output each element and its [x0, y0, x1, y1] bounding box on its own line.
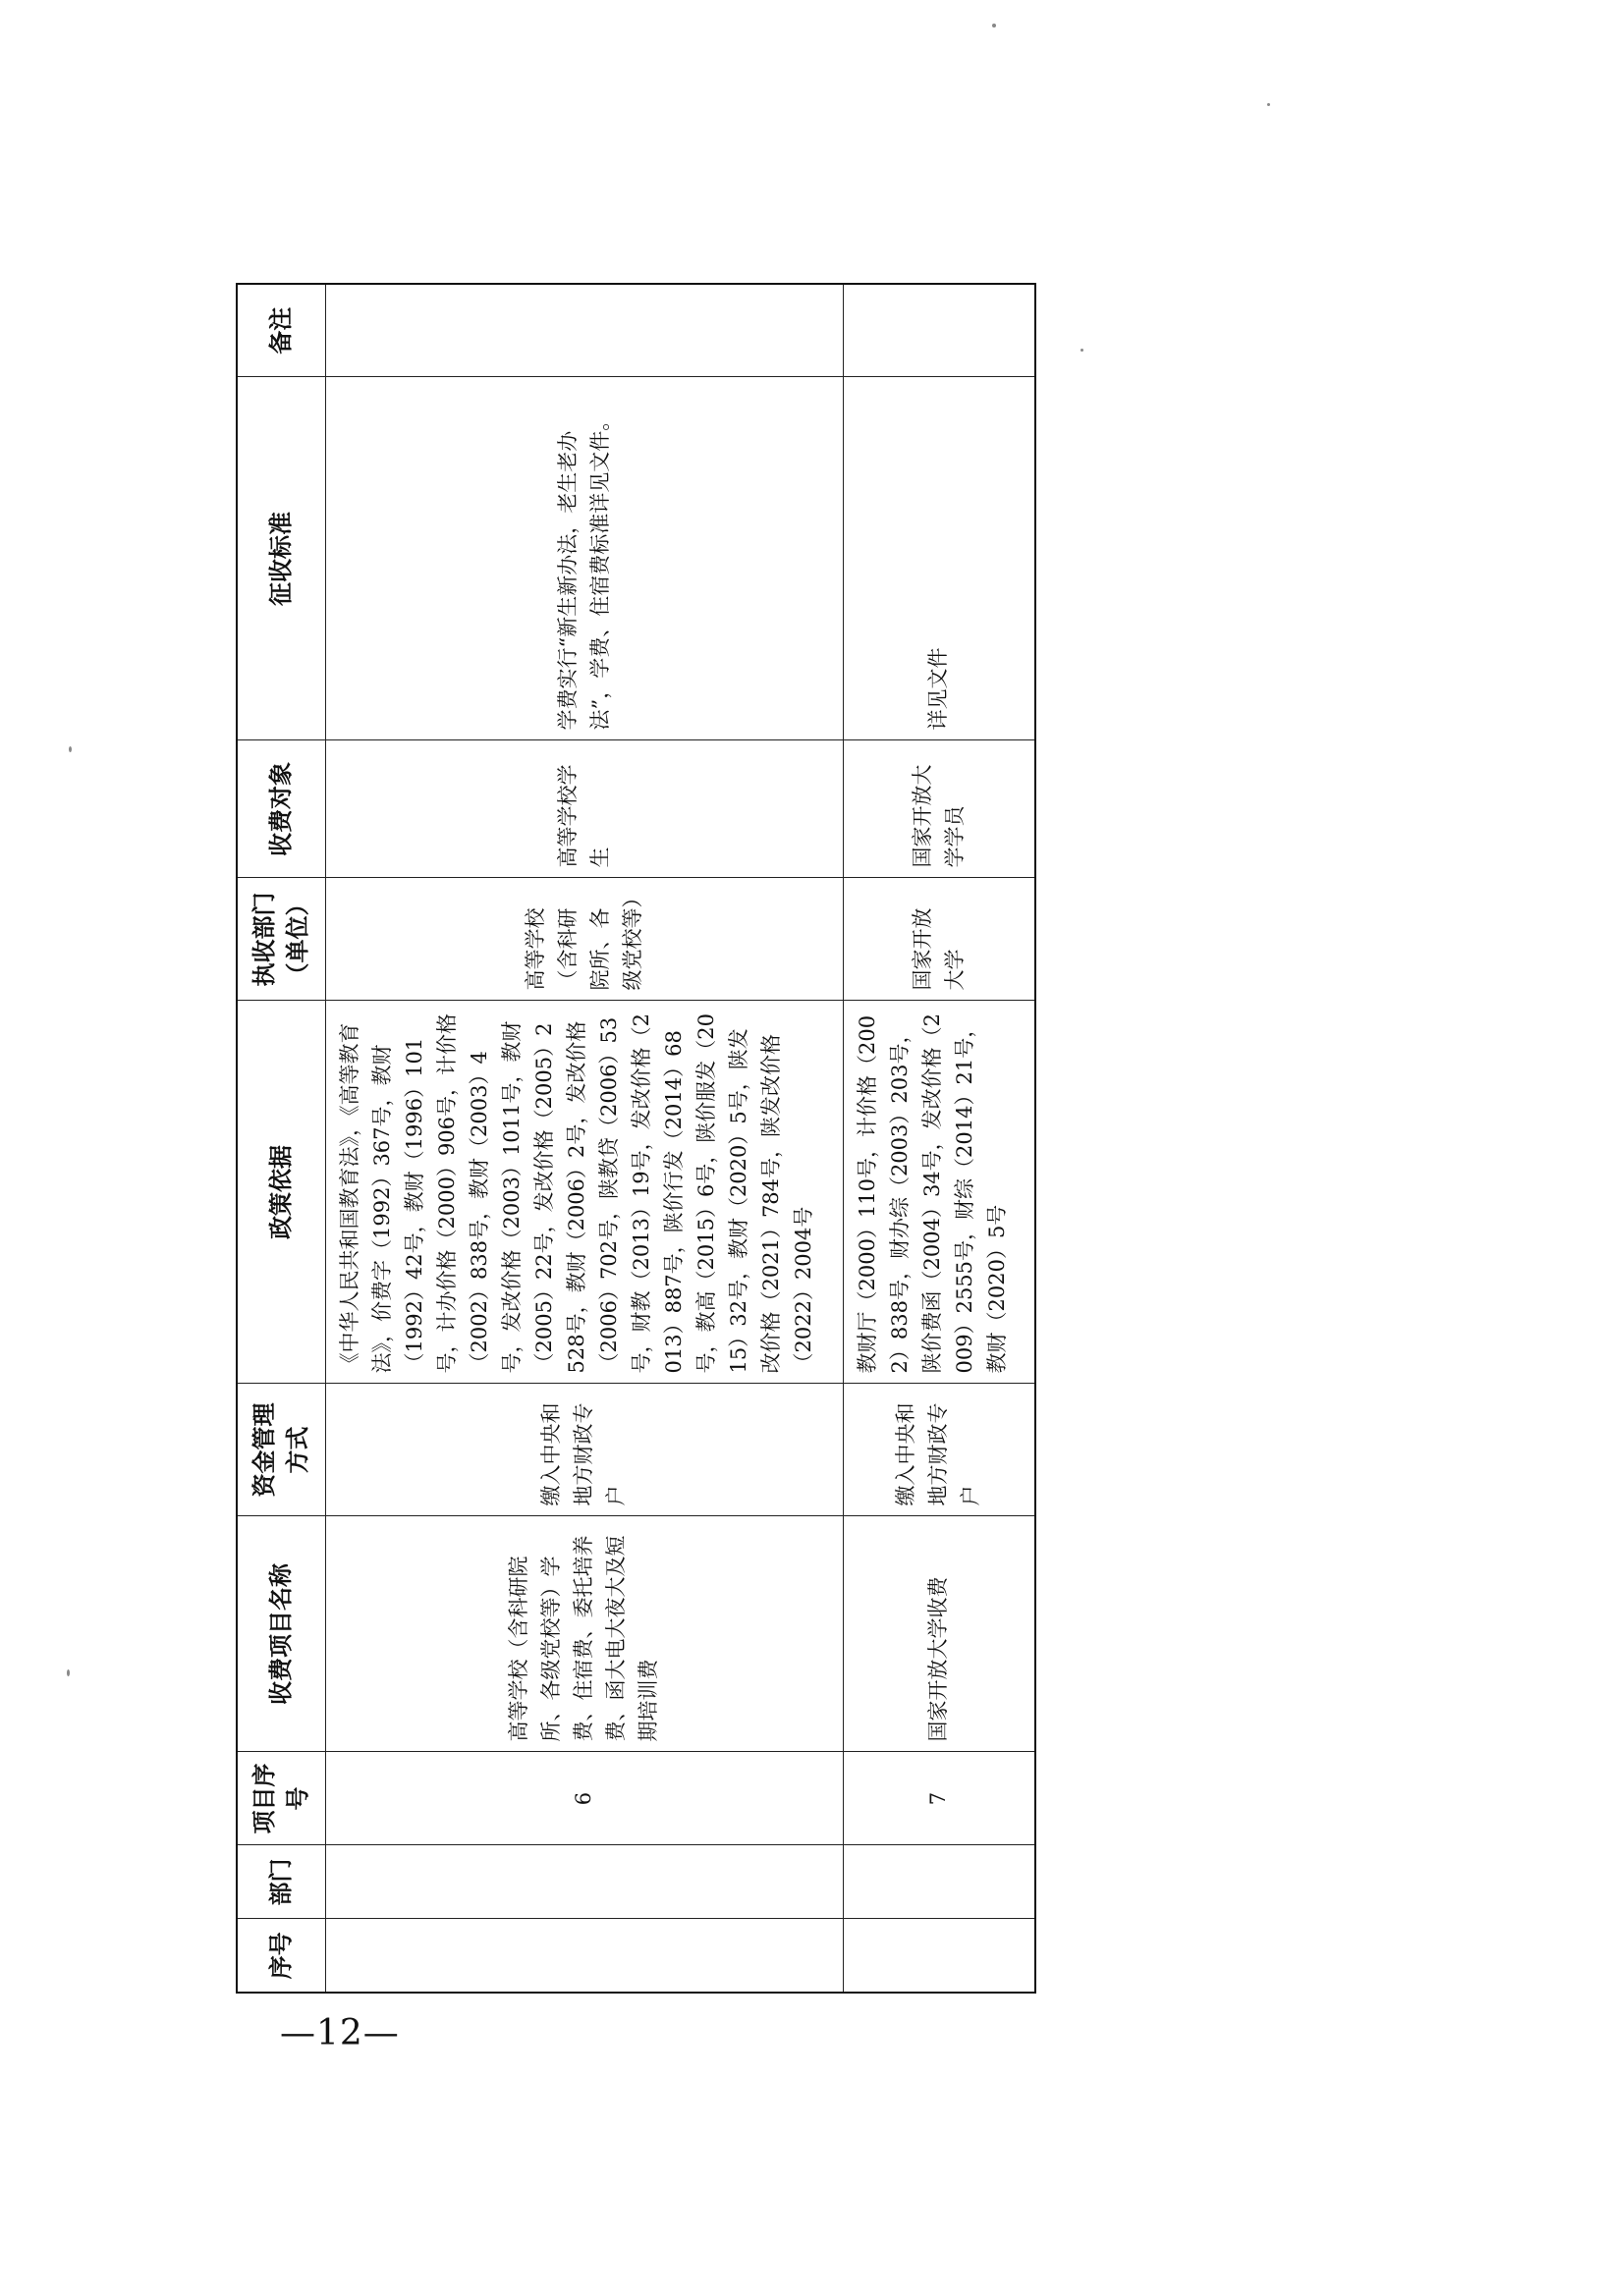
cell-policy: 《中华人民共和国教育法》，《高等教育法》，价费字（1992）367号，教财（1992）42号，教财（1996）101号，计办价格（2000）906号，计价格（2002）838号，教财（2003）4号，发改价格（2003）1011号，教财（2005）22号，发改价格（2005）2528号，教财（2006）2号，发改价格（2006）702号，陕教贷（2006）53号，财教（2013）19号，发改价格（2013）887号，陕价行发（2014）68号，教高（2015）6号，陕价服发（2015）32号，教财（2020）5号，陕发改价格（2021）784号，陕发改价格（2022）2004号 [325, 1001, 843, 1384]
header-standard: 征收标准 [237, 377, 325, 740]
cell-standard: 学费实行“新生新办法，老生老办法”，学费、住宿费标准详见文件。 [325, 377, 843, 740]
cell-seq [843, 1919, 1035, 1993]
header-collector: 执收部门（单位） [237, 878, 325, 1001]
cell-dept [325, 1845, 843, 1919]
header-item-name: 收费项目名称 [237, 1516, 325, 1752]
cell-item-seq: 7 [843, 1752, 1035, 1845]
table-row [843, 284, 1035, 1993]
rotated-fee-table [236, 285, 1036, 1994]
scan-speck [992, 24, 996, 27]
cell-seq [325, 1919, 843, 1993]
cell-payer: 国家开放大学学员 [843, 740, 1035, 878]
fee-table [236, 283, 1036, 1994]
header-row [237, 284, 325, 1993]
cell-item-name: 高等学校（含科研院所、各级党校等）学费、住宿费、委托培养费、函大电大夜大及短期培训费 [325, 1516, 843, 1752]
cell-item-name: 国家开放大学收费 [843, 1516, 1035, 1752]
cell-policy: 教财厅（2000）110号，计价格（2002）838号，财办综（2003）203号，陕价费函（2004）34号，发改价格（2009）2555号，财综（2014）21号，教财（2020）5号 [843, 1001, 1035, 1384]
cell-collector: 高等学校（含科研院所、各级党校等） [325, 878, 843, 1001]
scan-speck [1081, 349, 1083, 352]
scan-speck [69, 746, 72, 752]
cell-item-seq: 6 [325, 1752, 843, 1845]
header-payer: 收费对象 [237, 740, 325, 878]
cell-fund-mgmt: 缴入中央和地方财政专户 [843, 1384, 1035, 1516]
cell-collector: 国家开放大学 [843, 878, 1035, 1001]
cell-dept [843, 1845, 1035, 1919]
scan-speck [1267, 103, 1270, 106]
cell-remark [325, 284, 843, 377]
header-seq: 序号 [237, 1919, 325, 1993]
cell-payer: 高等学校学生 [325, 740, 843, 878]
cell-remark [843, 284, 1035, 377]
header-fund-mgmt: 资金管理方式 [237, 1384, 325, 1516]
page-number: —12— [280, 2013, 400, 2053]
table-row [325, 284, 843, 1993]
header-dept: 部门 [237, 1845, 325, 1919]
header-policy: 政策依据 [237, 1001, 325, 1384]
cell-fund-mgmt: 缴入中央和地方财政专户 [325, 1384, 843, 1516]
header-remark: 备注 [237, 284, 325, 377]
header-item-seq: 项目序号 [237, 1752, 325, 1845]
scan-speck [67, 1669, 70, 1676]
cell-standard: 详见文件 [843, 377, 1035, 740]
